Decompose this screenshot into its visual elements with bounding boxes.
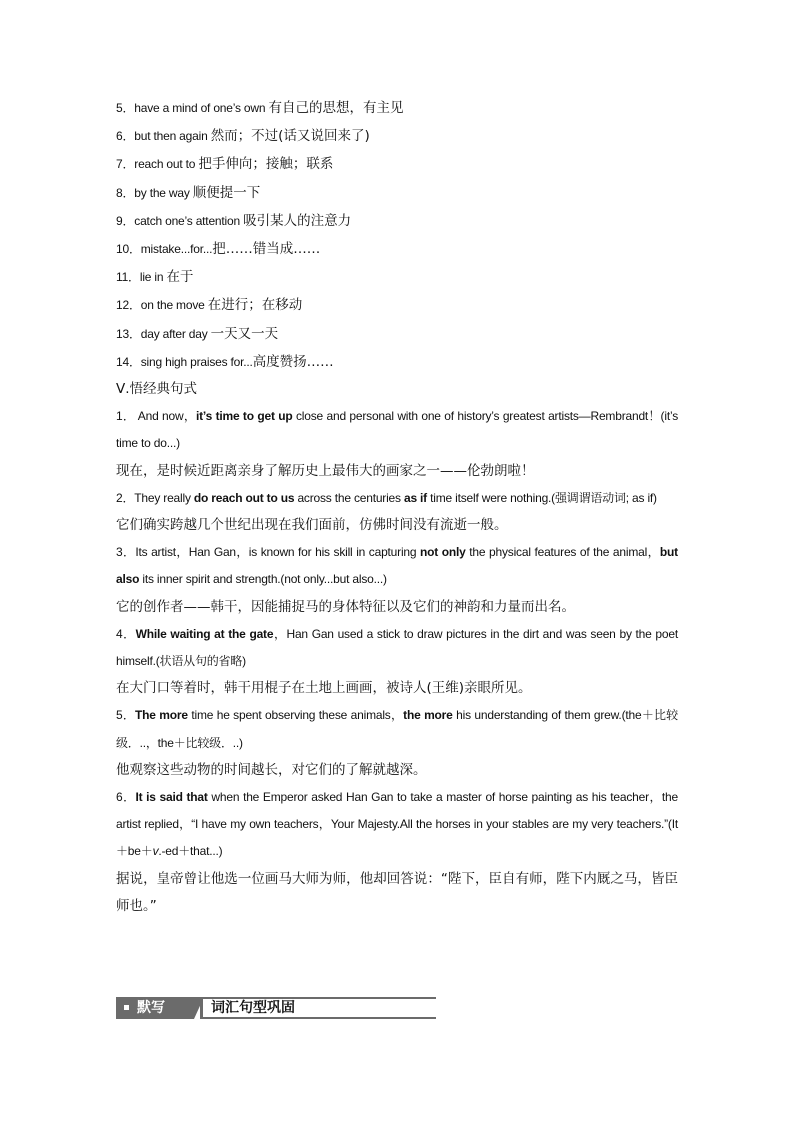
- vocab-item: [116, 179, 678, 207]
- vocab-english: catch one’s attention: [134, 213, 244, 228]
- vocab-english: have a mind of one’s own: [134, 101, 269, 115]
- sentence-3-english: 3．Its artist，Han Gan，is known for his skill in capturing not only the physical features of the animal，but also its inner spirit and strength.(not only...but also...): [116, 545, 678, 587]
- vocab-english: but then again: [134, 129, 211, 144]
- sentence-2-chinese: 它们确实跨越几个世纪出现在我们面前，仿佛时间没有流逝一般。: [116, 517, 508, 534]
- sentence-1-english: 1． And now，it’s time to get up close and personal with one of history’s greatest artists—Rembrandt！(it’s time to do...): [116, 409, 679, 451]
- vocab-number: 11．: [116, 270, 140, 285]
- banner-tag-label: 默写: [137, 1000, 165, 1016]
- vocab-item: [116, 320, 678, 348]
- vocab-number: 7．: [116, 157, 135, 172]
- vocab-chinese: 顺便提一下: [192, 184, 261, 201]
- vocab-english: lie in: [139, 270, 167, 285]
- vocab-item: [116, 94, 678, 122]
- sentence-6-english: 6．It is said that when the Emperor asked Han Gan to take a master of horse painting as his teacher，the artist replied，“I have my own teachers，Your Majesty.All the horses in your stables are my very teachers.”(It＋be＋v.-ed＋that...): [116, 790, 678, 859]
- vocab-number: 8．: [116, 185, 135, 200]
- vocab-number: 6．: [116, 129, 135, 144]
- vocab-number: 13．: [116, 326, 141, 341]
- vocab-english: by the way: [134, 185, 193, 200]
- vocab-item: [116, 122, 678, 150]
- vocab-number: 9．: [116, 213, 135, 228]
- vocab-number: 5．: [116, 101, 135, 115]
- vocab-chinese: 把手伸向；接触；联系: [198, 156, 334, 173]
- sentence-4-chinese: 在大门口等着时，韩干用棍子在土地上画画，被诗人(王维)亲眼所见。: [116, 680, 532, 697]
- vocab-chinese: 有自己的思想，有主见: [268, 100, 404, 116]
- sentence-2-english: 2．They really do reach out to us across the centuries as if time itself were nothing.(强调谓语动词; as if): [116, 490, 657, 505]
- vocab-item: [116, 150, 678, 178]
- vocab-chinese: 一天又一天: [210, 325, 279, 342]
- vocab-chinese: 然而；不过(话又说回来了): [210, 128, 370, 145]
- sentence-1-chinese: 现在，是时候近距离亲身了解历史上最伟大的画家之一——伦勃朗啦！: [116, 462, 535, 479]
- document-page: [116, 94, 678, 920]
- vocab-item: [116, 263, 678, 291]
- vocab-english: sing high praises for...: [140, 354, 253, 369]
- section-banner: [116, 996, 436, 1022]
- vocab-english: on the move: [140, 298, 208, 313]
- sentence-5-english: 5．The more time he spent observing these animals，the more his understanding of them grew.(the＋比较级．..，the＋比较级．..): [116, 708, 678, 750]
- square-bullet-icon: [124, 1005, 129, 1010]
- vocab-item: [116, 207, 678, 235]
- vocab-number: 14．: [116, 354, 141, 369]
- vocab-chinese: 在进行；在移动: [207, 297, 303, 314]
- section-heading: Ⅴ.悟经典句式: [116, 381, 198, 398]
- vocab-chinese: 高度赞扬……: [252, 353, 334, 370]
- vocab-english: mistake...for...: [140, 242, 213, 257]
- vocab-item: [116, 291, 678, 319]
- banner-tag: [116, 997, 194, 1019]
- vocab-list: [116, 94, 678, 376]
- banner-title: 词汇句型巩固: [200, 997, 436, 1019]
- vocab-item: [116, 235, 678, 263]
- vocab-chinese: 在于: [166, 269, 194, 286]
- vocab-english: day after day: [140, 326, 211, 341]
- vocab-number: 10．: [116, 242, 141, 257]
- vocab-chinese: 吸引某人的注意力: [243, 212, 352, 229]
- vocab-chinese: 把……错当成……: [212, 241, 321, 258]
- sentence-6-chinese: 据说，皇帝曾让他选一位画马大师为师，他却回答说：“陛下，臣自有师，陛下内厩之马，皆臣师也。”: [116, 870, 678, 914]
- vocab-item: [116, 348, 678, 376]
- vocab-number: 12．: [116, 298, 141, 313]
- sentence-3-chinese: 它的创作者——韩干，因能捕捉马的身体特征以及它们的神韵和力量而出名。: [116, 598, 575, 615]
- sentence-5-chinese: 他观察这些动物的时间越长，对它们的了解就越深。: [116, 761, 427, 778]
- sentence-4-english: 4．While waiting at the gate，Han Gan used a stick to draw pictures in the dirt and was seen by the poet himself.(状语从句的省略): [116, 626, 678, 669]
- vocab-english: reach out to: [134, 157, 199, 172]
